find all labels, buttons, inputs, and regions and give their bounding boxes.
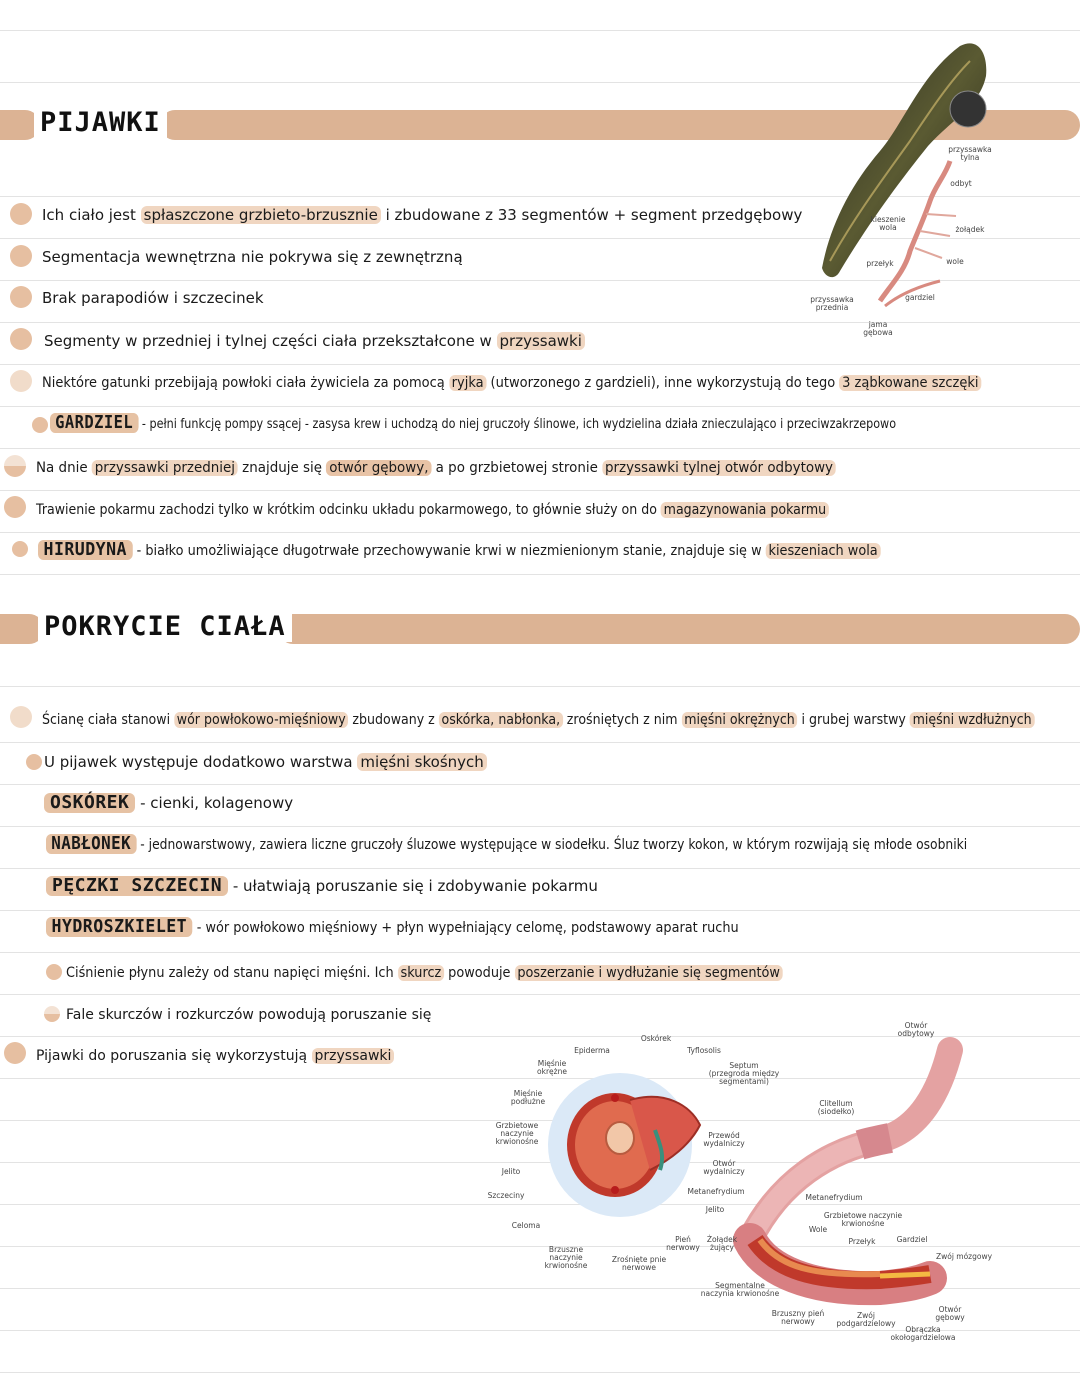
label-setae: Szczeciny [487, 1191, 525, 1200]
label-front-sucker: przyssawka przednia [810, 295, 854, 312]
label-rear-sucker: przyssawka tylna [948, 145, 992, 162]
definition-oskorek: OSKÓREK - cienki, kolagenowy [44, 793, 293, 813]
text-line: Fale skurczów i rozkurczów powodują poruszanie się [66, 1007, 432, 1023]
label-brain: Zwój mózgowy [935, 1252, 993, 1261]
label-seg-vessels: Segmentalne naczynia krwionośne [700, 1281, 780, 1298]
definition-peczki: PĘCZKI SZCZECIN - ułatwiają poruszanie się i zdobywanie pokarmu [46, 876, 598, 896]
label-fused-nerve: Zrośnięte pnie nerwowe [611, 1255, 667, 1272]
label-clitellum: Clitellum (siodełko) [817, 1099, 855, 1116]
bullet [4, 1042, 26, 1064]
bullet [4, 496, 26, 518]
leech-illustration [810, 36, 1010, 336]
earthworm-diagram [480, 1020, 1000, 1350]
label-cuticle: Oskórek [640, 1034, 672, 1043]
bullet [10, 286, 32, 308]
label-gut-2: Jelito [705, 1205, 725, 1214]
text-line: Ich ciało jest spłaszczone grzbieto-brzusznie i zbudowane z 33 segmentów + segment przedgębowy [42, 206, 803, 224]
label-typhlosole: Tyflosolis [687, 1046, 721, 1055]
label-crop: wole [946, 257, 964, 266]
text-line: U pijawek występuje dodatkowo warstwa mięśni skośnych [44, 752, 487, 772]
bullet [10, 203, 32, 225]
section-title: POKRYCIE CIAŁA [38, 611, 292, 642]
label-stomach: żołądek [955, 225, 985, 234]
label-longitudinal-muscle: Mięśnie podłużne [510, 1089, 546, 1106]
label-excretory-pore: Otwór wydalniczy [703, 1159, 745, 1176]
label-ventral-nerve: Brzuszny pień nerwowy [771, 1309, 825, 1326]
bullet [10, 328, 32, 350]
label-nerve-trunk: Pień nerwowy [666, 1235, 700, 1252]
label-dorsal-vessel-2: Grzbietowe naczynie krwionośne [823, 1211, 903, 1228]
label-esophagus: przełyk [866, 259, 894, 268]
label-excretory-duct: Przewód wydalniczy [703, 1131, 745, 1148]
text-line: Trawienie pokarmu zachodzi tylko w krótkim odcinku układu pokarmowego, to głównie służy on do magazynowania pokarmu [36, 500, 829, 520]
label-dorsal-vessel: Grzbietowe naczynie krwionośne [495, 1121, 539, 1146]
label-gut: Jelito [501, 1167, 521, 1176]
bullet [32, 417, 48, 433]
text-line: Ścianę ciała stanowi wór powłokowo-mięśniowy zbudowany z oskórka, nabłonka, zrośniętych z nim mięśni okrężnych i grubej warstwy mięśni wzdłużnych [42, 710, 1034, 730]
text-line: Na dnie przyssawki przedniej znajduje się otwór gębowy, a po grzbietowej stronie przyssawki tylnej otwór odbytowy [36, 458, 836, 478]
text-line: Niektóre gatunki przebijają powłoki ciała żywiciela za pomocą ryjka (utworzonego z gardzieli), inne wykorzystują do tego 3 ząbkowane szczęki [42, 373, 981, 393]
bullet [26, 754, 42, 770]
bullet [46, 964, 62, 980]
bullet [44, 1006, 60, 1022]
text-line: HIRUDYNA - białko umożliwiające długotrwałe przechowywanie krwi w niezmienionym stanie, znajduje się w kieszeniach wola [38, 540, 880, 561]
label-pharynx: gardziel [905, 293, 935, 302]
label-pharynx: Gardziel [896, 1235, 928, 1244]
label-anus: odbyt [950, 179, 972, 188]
label-epidermis: Epiderma [574, 1046, 610, 1055]
label-esophagus: Przełyk [848, 1237, 876, 1246]
bullet [10, 370, 32, 392]
text-line: Ciśnienie płynu zależy od stanu napięci mięśni. Ich skurcz powoduje poszerzanie i wydłużanie się segmentów [66, 963, 783, 983]
bullet [4, 455, 26, 477]
bullet [10, 245, 32, 267]
label-metanephridium-2: Metanefrydium [805, 1193, 863, 1202]
label-subpharyngeal: Zwój podgardzielowy [836, 1311, 896, 1328]
label-anus-worm: Otwór odbytowy [897, 1021, 935, 1038]
bullet [12, 541, 28, 557]
text-line: Brak parapodiów i szczecinek [42, 289, 264, 307]
label-mouth-cavity: jama gębowa [863, 320, 893, 337]
label-ring: Obrączka okołogardzielowa [890, 1325, 956, 1342]
text-line: GARDZIEL - pełni funkcję pompy ssącej - zasysa krew i uchodzą do niej gruczoły ślinowe, ich wydzielina działa znieczulająco i przeciwzakrzepowo [50, 413, 896, 435]
bullet [10, 706, 32, 728]
leech-drawing [810, 36, 1010, 336]
section-title: PIJAWKI [34, 107, 167, 138]
definition-nablonek: NABŁONEK - jednowarstwowy, zawiera liczne gruczoły śluzowe występujące w siodełku. Śluz tworzy kokon, w którym rozwijają się młode osobniki [46, 834, 967, 855]
label-crop: Wole [808, 1225, 828, 1234]
text-line: Pijawki do poruszania się wykorzystują przyssawki [36, 1046, 394, 1066]
label-ventral-vessel: Brzuszne naczynie krwionośne [544, 1245, 588, 1270]
text-line: Segmenty w przedniej i tylnej części ciała przekształcone w przyssawki [44, 331, 585, 351]
label-gizzard: Żołądek żujący [706, 1235, 738, 1252]
label-metanephridium: Metanefrydium [687, 1187, 745, 1196]
label-coelom: Celoma [511, 1221, 541, 1230]
label-circular-muscle: Mięśnie okrężne [537, 1059, 567, 1076]
label-septum: Septum (przegroda między segmentami) [708, 1061, 780, 1086]
definition-hydroszkielet: HYDROSZKIELET - wór powłokowo mięśniowy + płyn wypełniający celomę, podstawowy aparat ruchu [46, 917, 739, 938]
label-mouth: Otwór gębowy [935, 1305, 965, 1322]
label-crop-pockets: kieszenie wola [870, 215, 906, 232]
text-line: Segmentacja wewnętrzna nie pokrywa się z zewnętrzną [42, 248, 463, 266]
